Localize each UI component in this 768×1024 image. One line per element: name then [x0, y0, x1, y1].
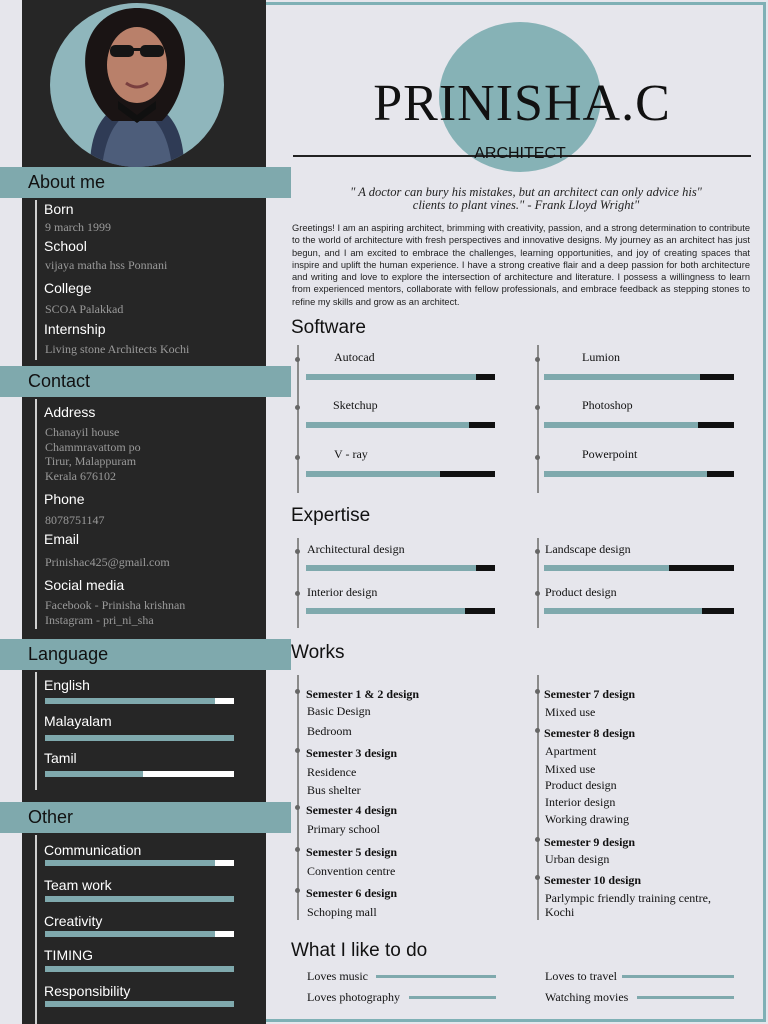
language-label-english: English — [44, 677, 90, 693]
facebook-handle: Facebook - Prinisha krishnan — [45, 598, 186, 612]
other-bar-fill — [45, 860, 215, 866]
address-line: Tirur, Malappuram — [45, 454, 137, 468]
college-label: College — [44, 280, 92, 296]
other-label-responsibility: Responsibility — [44, 983, 131, 999]
contact-timeline — [35, 399, 37, 629]
quote-line-1: " A doctor can bury his mistakes, but an architect can only advice his" — [350, 185, 702, 199]
instagram-handle: Instagram - pri_ni_sha — [45, 613, 154, 627]
social-media-label: Social media — [44, 577, 125, 593]
person-avatar-icon — [50, 3, 224, 167]
software-photoshop-label: Photoshop — [582, 398, 633, 412]
software-bar-fill — [306, 422, 469, 428]
works-item: Schoping mall — [307, 905, 377, 919]
software-photoshop-bar — [544, 422, 734, 428]
expertise-bar-fill — [544, 565, 669, 571]
school-label: School — [44, 238, 87, 254]
internship-value: Living stone Architects Kochi — [45, 342, 190, 356]
software-sketchup-label: Sketchup — [333, 398, 378, 412]
software-powerpoint-bar — [544, 471, 734, 477]
timeline-dot — [295, 689, 300, 694]
expertise-product-bar — [544, 608, 734, 614]
timeline-dot — [295, 805, 300, 810]
language-label-tamil: Tamil — [44, 750, 77, 766]
works-semester-7-title: Semester 7 design — [544, 687, 636, 701]
expertise-landscape-label: Landscape design — [545, 542, 631, 556]
language-bar-fill — [45, 735, 234, 741]
like-photography: Loves photography — [307, 990, 400, 1004]
section-about-title: About me — [0, 167, 291, 198]
expertise-bar-fill — [306, 565, 476, 571]
timeline-dot — [535, 875, 540, 880]
like-underline — [622, 975, 734, 978]
candidate-name: PRINISHA.C — [373, 75, 671, 132]
software-bar-fill — [306, 471, 440, 477]
expertise-architectural-bar — [306, 565, 495, 571]
works-semester-9-title: Semester 9 design — [544, 835, 636, 849]
language-bar-fill — [45, 771, 143, 777]
timeline-dot — [295, 357, 300, 362]
about-timeline — [35, 200, 37, 360]
profile-photo — [50, 3, 224, 167]
timeline-dot — [535, 837, 540, 842]
software-autocad-label: Autocad — [334, 350, 375, 364]
works-semester-5-title: Semester 5 design — [306, 845, 398, 859]
expertise-bar-fill — [544, 608, 702, 614]
quote — [296, 186, 756, 212]
works-semester-4-title: Semester 4 design — [306, 803, 398, 817]
section-language-title: Language — [0, 639, 291, 670]
other-bar-fill — [45, 966, 234, 972]
other-bar-timing — [45, 966, 234, 972]
timeline-dot — [295, 748, 300, 753]
born-label: Born — [44, 201, 74, 217]
works-semester-1-2-title: Semester 1 & 2 design — [306, 687, 420, 701]
timeline-dot — [535, 549, 540, 554]
timeline-dot — [295, 549, 300, 554]
other-bar-fill — [45, 931, 215, 937]
address-line: Kerala 676102 — [45, 468, 116, 483]
software-lumion-bar — [544, 374, 734, 380]
timeline-dot — [295, 405, 300, 410]
works-item: Primary school — [307, 822, 380, 836]
works-item: Apartment — [545, 744, 597, 758]
section-works-title: Works — [291, 642, 345, 663]
works-item: Kochi — [545, 905, 575, 919]
works-item: Convention centre — [307, 864, 396, 878]
address-label: Address — [44, 404, 96, 420]
software-bar-fill — [306, 374, 476, 380]
section-likes-title: What I like to do — [291, 940, 428, 961]
section-expertise-title: Expertise — [291, 505, 371, 526]
works-item: Basic Design — [307, 704, 371, 718]
timeline-dot — [535, 455, 540, 460]
like-music: Loves music — [307, 969, 368, 983]
other-label-communication: Communication — [44, 842, 142, 858]
section-contact-title: Contact — [0, 366, 291, 397]
works-semester-3-title: Semester 3 design — [306, 746, 398, 760]
address-line: Chammravattom po — [45, 439, 141, 454]
software-bar-fill — [544, 422, 698, 428]
timeline-dot — [535, 728, 540, 733]
software-left-timeline — [297, 345, 299, 493]
works-item: Parlympic friendly training centre, — [545, 891, 711, 905]
like-underline — [637, 996, 734, 999]
email-label: Email — [44, 531, 80, 547]
expertise-interior-bar — [306, 608, 495, 614]
expertise-architectural-label: Architectural design — [307, 542, 405, 556]
language-bar-malayalam — [45, 735, 234, 741]
software-bar-fill — [544, 471, 707, 477]
section-other-title: Other — [0, 802, 291, 833]
other-bar-communication — [45, 860, 234, 866]
works-item: Bus shelter — [307, 783, 361, 797]
language-label-malayalam: Malayalam — [44, 713, 112, 729]
software-sketchup-bar — [306, 422, 495, 428]
college-value: SCOA Palakkad — [45, 302, 124, 316]
works-semester-10-title: Semester 10 design — [544, 873, 642, 887]
email-value: Prinishac425@gmail.com — [45, 555, 170, 569]
software-powerpoint-label: Powerpoint — [582, 447, 638, 461]
software-vray-label: V - ray — [334, 447, 368, 461]
timeline-dot — [295, 455, 300, 460]
works-right-timeline — [537, 675, 539, 920]
works-item: Mixed use — [545, 762, 596, 776]
software-autocad-bar — [306, 374, 495, 380]
school-value: vijaya matha hss Ponnani — [45, 258, 168, 272]
works-item: Residence — [307, 765, 357, 779]
other-bar-responsibility — [45, 1001, 234, 1007]
other-label-team-work: Team work — [44, 877, 112, 893]
other-label-creativity: Creativity — [44, 913, 103, 929]
timeline-dot — [295, 591, 300, 596]
works-item: Interior design — [545, 795, 616, 809]
internship-label: Internship — [44, 321, 106, 337]
works-item: Urban design — [545, 852, 610, 866]
timeline-dot — [295, 888, 300, 893]
other-label-timing: TIMING — [44, 947, 93, 963]
expertise-product-label: Product design — [545, 585, 617, 599]
works-item: Mixed use — [545, 705, 596, 719]
language-bar-english — [45, 698, 234, 704]
expertise-interior-label: Interior design — [307, 585, 378, 599]
works-item: Working drawing — [545, 812, 630, 826]
phone-value: 8078751147 — [45, 513, 105, 527]
works-semester-6-title: Semester 6 design — [306, 886, 398, 900]
works-semester-8-title: Semester 8 design — [544, 726, 636, 740]
other-bar-creativity — [45, 931, 234, 937]
like-movies: Watching movies — [545, 990, 629, 1004]
other-bar-fill — [45, 1001, 234, 1007]
works-left-timeline — [297, 675, 299, 920]
timeline-dot — [535, 689, 540, 694]
language-bar-fill — [45, 698, 215, 704]
works-item: Product design — [545, 778, 617, 792]
address-line: Chanayil house — [45, 425, 120, 439]
intro-paragraph: Greetings! I am an aspiring architect, brimming with creativity, passion, and a strong determination to contribute to the world of architecture with fresh perspectives and innovative designs. My journey as an architect has just begun, and I am excited to embrace the challenges, learning opportunities, and joy of creating spaces that inspire and uplift the human experience. I have a strong creative flair and a deep passion for both architecture and writing and love to explore the intersection of architecture and literature. I possess a willingness to learn from experienced mentors, collaborate with fellow professionals, and embrace feedback as stepping stones to refine my skills and grow as an architect. — [292, 223, 750, 307]
timeline-dot — [535, 591, 540, 596]
expertise-bar-fill — [306, 608, 465, 614]
born-value: 9 march 1999 — [45, 220, 111, 234]
software-right-timeline — [537, 345, 539, 493]
language-timeline — [35, 672, 37, 790]
like-underline — [409, 996, 496, 999]
quote-line-2: clients to plant vines." - Frank Lloyd Wright" — [412, 198, 640, 212]
language-bar-tamil — [45, 771, 234, 777]
other-bar-fill — [45, 896, 234, 902]
works-item: Bedroom — [307, 724, 352, 738]
other-timeline — [35, 835, 37, 1024]
section-software-title: Software — [291, 317, 366, 338]
role-title: ARCHITECT — [474, 145, 566, 162]
like-travel: Loves to travel — [545, 969, 617, 983]
software-vray-bar — [306, 471, 495, 477]
timeline-dot — [535, 405, 540, 410]
phone-label: Phone — [44, 491, 85, 507]
address-value — [45, 425, 141, 483]
like-underline — [376, 975, 496, 978]
software-bar-fill — [544, 374, 700, 380]
expertise-landscape-bar — [544, 565, 734, 571]
software-lumion-label: Lumion — [582, 350, 620, 364]
timeline-dot — [535, 357, 540, 362]
timeline-dot — [295, 847, 300, 852]
other-bar-team-work — [45, 896, 234, 902]
